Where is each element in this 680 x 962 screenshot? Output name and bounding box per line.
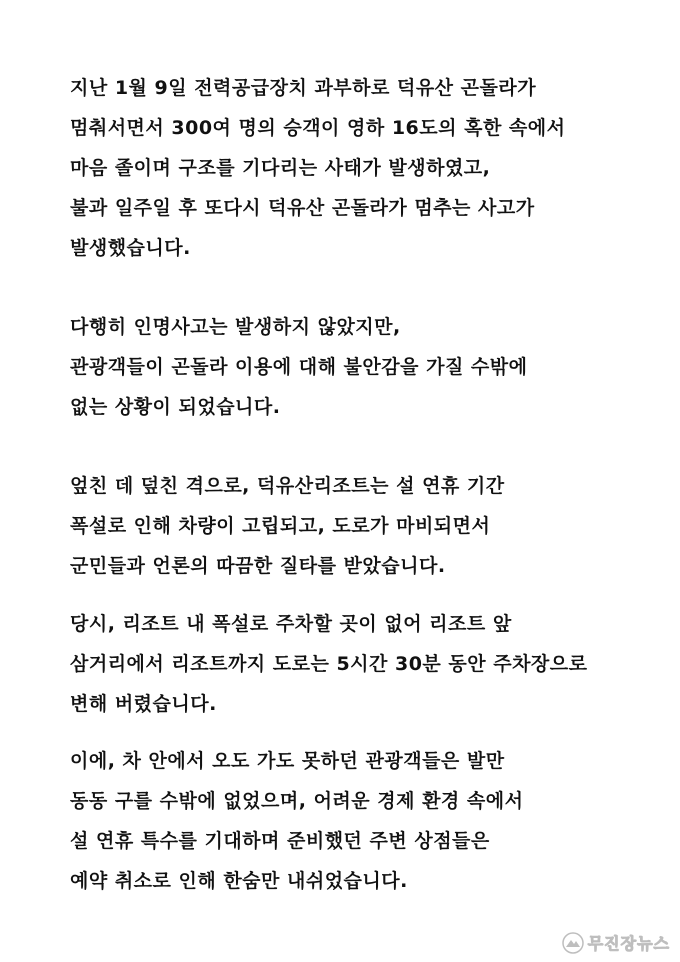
text-line: 당시, 리조트 내 폭설로 주차할 곳이 없어 리조트 앞 xyxy=(70,613,512,635)
text-line: 엎친 데 덮친 격으로, 덕유산리조트는 설 연휴 기간 xyxy=(70,475,505,497)
paragraph-2 xyxy=(70,307,640,427)
paragraph-1 xyxy=(70,68,640,268)
text-line: 없는 상황이 되었습니다. xyxy=(70,396,281,418)
text-line: 지난 1월 9일 전력공급장치 과부하로 덕유산 곤돌라가 xyxy=(70,77,537,99)
text-line: 발생했습니다. xyxy=(70,237,191,259)
text-line: 이에, 차 안에서 오도 가도 못하던 관광객들은 발만 xyxy=(70,750,505,772)
text-line: 변해 버렸습니다. xyxy=(70,693,217,715)
mountain-logo-icon xyxy=(562,932,584,954)
paragraph-3 xyxy=(70,466,640,586)
text-line: 불과 일주일 후 또다시 덕유산 곤돌라가 멈추는 사고가 xyxy=(70,197,535,219)
paragraph-5 xyxy=(70,741,640,901)
text-line: 군민들과 언론의 따끔한 질타를 받았습니다. xyxy=(70,555,446,577)
text-line: 폭설로 인해 차량이 고립되고, 도로가 마비되면서 xyxy=(70,515,491,537)
text-line: 동동 구를 수밖에 없었으며, 어려운 경제 환경 속에서 xyxy=(70,790,524,812)
text-line: 예약 취소로 인해 한숨만 내쉬었습니다. xyxy=(70,870,408,892)
text-line: 설 연휴 특수를 기대하며 준비했던 주변 상점들은 xyxy=(70,830,490,852)
text-line: 마음 졸이며 구조를 기다리는 사태가 발생하였고, xyxy=(70,157,491,179)
watermark xyxy=(562,931,670,954)
text-line: 삼거리에서 리조트까지 도로는 5시간 30분 동안 주차장으로 xyxy=(70,653,588,675)
text-line: 멈춰서면서 300여 명의 승객이 영하 16도의 혹한 속에서 xyxy=(70,117,566,139)
watermark-text: 무진장뉴스 xyxy=(587,934,670,953)
text-line: 다행히 인명사고는 발생하지 않았지만, xyxy=(70,316,401,338)
text-line: 관광객들이 곤돌라 이용에 대해 불안감을 가질 수밖에 xyxy=(70,356,528,378)
paragraph-4 xyxy=(70,604,640,724)
